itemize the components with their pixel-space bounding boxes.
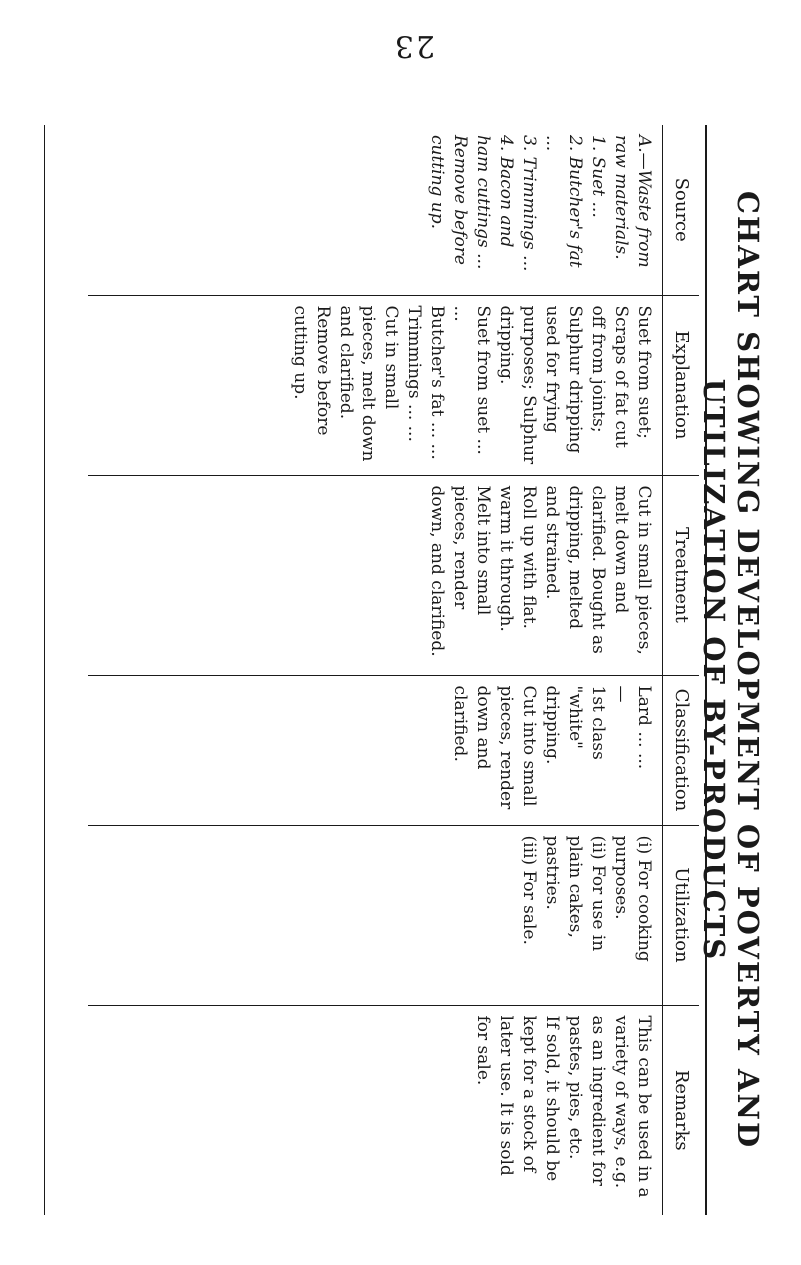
classification-line: Lard ... ... bbox=[633, 685, 654, 770]
top-rule bbox=[705, 125, 707, 1215]
explanation-line: Butcher's fat ... ... bbox=[427, 305, 448, 460]
treatment-line: warm it through. bbox=[496, 485, 517, 632]
remarks-line: If sold, it should be kept for a stock of later use. It is sold for sale. bbox=[473, 1015, 562, 1182]
bottom-rule bbox=[44, 125, 45, 1215]
header-classification: Classification bbox=[662, 675, 699, 825]
utilization-line: (i) For cooking purposes. bbox=[610, 835, 654, 962]
source-item: 4. Bacon and ham cuttings ... Remove before cutting up. bbox=[427, 135, 517, 270]
explanation-summary: Suet from suet; Scraps of fat cut off from joints; Sulphur dripping used for frying purposes; Sulphur dripping. bbox=[496, 305, 654, 465]
chart-table bbox=[88, 125, 699, 1215]
treatment-line: Roll up with flat. bbox=[519, 485, 540, 629]
source-heading: A.—Waste from raw materials. bbox=[610, 135, 654, 268]
classification-line: Cut into small pieces, render down and clarified. bbox=[450, 685, 540, 810]
remarks-line: This can be used in a variety of ways, e.g. as an ingredient for pastes, pies, etc. bbox=[564, 1015, 654, 1198]
utilization-line: (iii) For sale. bbox=[519, 835, 540, 945]
rotated-table bbox=[35, 125, 765, 1215]
explanation-line: Remove before cutting up. bbox=[289, 305, 333, 436]
table-wrapper bbox=[35, 125, 765, 1215]
cell-classification bbox=[88, 675, 663, 825]
source-item: 3. Trimmings ... bbox=[519, 135, 540, 272]
source-item: 2. Butcher's fat ... bbox=[541, 135, 585, 268]
cell-remarks bbox=[88, 1005, 663, 1215]
explanation-line: Trimmings ... ... bbox=[404, 305, 425, 442]
source-item: 1. Suet ... bbox=[587, 135, 608, 218]
treatment-line: Melt into small pieces, render down, and clarified. bbox=[427, 485, 494, 657]
header-row bbox=[662, 125, 699, 1215]
header-remarks: Remarks bbox=[662, 1005, 699, 1215]
treatment-summary: Cut in small pieces, melt down and clarified. Bought as dripping, melted and strained. bbox=[541, 485, 654, 655]
table-row bbox=[88, 125, 663, 1215]
explanation-line: Cut in small pieces, melt down and clarified. bbox=[335, 305, 402, 462]
cell-explanation bbox=[88, 295, 663, 475]
cell-treatment bbox=[88, 475, 663, 675]
header-treatment: Treatment bbox=[662, 475, 699, 675]
classification-line: — bbox=[610, 685, 631, 703]
cell-source bbox=[88, 125, 663, 295]
header-utilization: Utilization bbox=[662, 825, 699, 1005]
explanation-line: Suet from suet ... ... bbox=[450, 305, 494, 455]
classification-line: 1st class "white" dripping. bbox=[541, 685, 608, 765]
utilization-line: (ii) For use in plain cakes, pastries. bbox=[541, 835, 608, 952]
header-source: Source bbox=[662, 125, 699, 295]
header-explanation: Explanation bbox=[662, 295, 699, 475]
table-title: CHART SHOWING DEVELOPMENT OF POVERTY AND UTILIZATION OF BY-PRODUCTS bbox=[697, 190, 765, 1150]
cell-utilization bbox=[88, 825, 663, 1005]
page-number: 23 bbox=[392, 28, 435, 63]
